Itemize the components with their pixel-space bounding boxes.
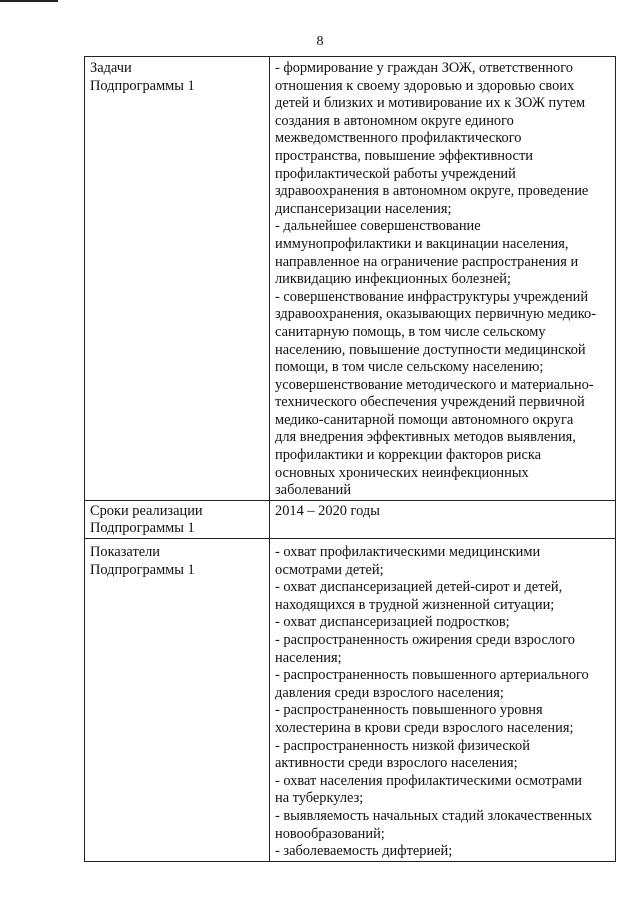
row-value-line: иммунопрофилактики и вакцинации населения, [275,235,569,252]
row-value-line: - охват населения профилактическими осмотрами [275,772,583,789]
row-value-line: межведомственного профилактического [275,130,522,147]
row-label-line: Подпрограммы 1 [90,77,195,94]
row-label-cell [85,539,270,862]
row-value-cell [270,500,616,538]
row-value-cell [270,57,616,501]
subprogram-passport-table [84,56,616,862]
row-label-line: Показатели [90,544,161,561]
row-value-cell [270,539,616,862]
table-row-tasks [85,57,616,501]
table-row-terms [85,500,616,538]
row-value-line: активности среди взрослого населения; [275,755,518,772]
row-value-line: помощи, в том числе сельскому населению; [275,359,544,376]
row-value-line: - заболеваемость дифтерией; [275,843,453,860]
row-value-line: технического обеспечения учреждений первичной [275,394,585,411]
row-label-line: Сроки реализации [90,502,203,519]
row-value-line: - охват диспансеризацией подростков; [275,614,510,631]
row-value-line: направленное на ограничение распространения и [275,253,579,270]
row-value-line: холестерина в крови среди взрослого населения; [275,719,574,736]
row-value-line: ликвидацию инфекционных болезней; [275,271,511,288]
row-value-line: заболеваний [275,482,352,499]
row-value-line: - распространенность низкой физической [275,737,530,754]
row-value-line: усовершенствование методического и материально- [275,376,594,393]
row-value-line: для внедрения эффективных методов выявления, [275,429,576,446]
row-value-line: - распространенность ожирения среди взрослого [275,632,575,648]
row-value-line: - распространенность повышенного уровня [275,702,543,719]
row-value-line: - распространенность повышенного артериального [275,667,589,684]
row-value-line: здравоохранения, оказывающих первичную медико- [275,306,597,323]
row-value-line: находящихся в трудной жизненной ситуации; [275,596,555,613]
row-value-line: профилактической работы учреждений [275,165,516,182]
scan-corner-mark [0,0,58,2]
row-label-cell [85,500,270,538]
row-value-line: населению, повышение доступности медицинской [275,341,586,358]
row-value-line: - выявляемость начальных стадий злокачественных [275,807,593,824]
row-value-line: диспансеризации населения; [275,200,452,217]
row-label-line: Подпрограммы 1 [90,561,195,578]
row-value-line: давления среди взрослого населения; [275,684,504,701]
row-value-line: 2014 – 2020 годы [275,502,380,519]
row-label-line: Подпрограммы 1 [90,520,195,537]
row-value-line: на туберкулез; [275,790,364,807]
row-value-line: профилактики и коррекции факторов риска [275,447,542,464]
row-value-line: детей и близких и мотивирование их к ЗОЖ путем [275,95,586,112]
row-value-line: - дальнейшее совершенствование [275,218,481,235]
row-value-line: осмотрами детей; [275,561,384,578]
row-value-line: населения; [275,649,342,666]
row-label-line: Задачи [90,60,132,76]
row-value-line: отношения к своему здоровью и здоровью своих [275,77,575,94]
row-value-line: здравоохранения в автономном округе, проведение [275,183,589,200]
row-label-cell [85,57,270,501]
row-value-line: - формирование у граждан ЗОЖ, ответственного [275,60,573,76]
row-value-line: новообразований; [275,825,385,842]
table-row-indicators [85,539,616,862]
row-value-line: - совершенствование инфраструктуры учреждений [275,288,589,305]
row-value-line: пространства, повышение эффективности [275,147,533,164]
row-value-line: - охват диспансеризацией детей-сирот и детей, [275,579,563,596]
row-value-line: медико-санитарной помощи автономного округа [275,411,574,428]
row-value-line: санитарную помощь, в том числе сельскому [275,323,546,340]
row-value-line: - охват профилактическими медицинскими [275,544,541,561]
row-value-line: основных хронических неинфекционных [275,464,529,481]
page-number: 8 [316,34,324,49]
row-value-line: создания в автономном округе единого [275,112,514,129]
